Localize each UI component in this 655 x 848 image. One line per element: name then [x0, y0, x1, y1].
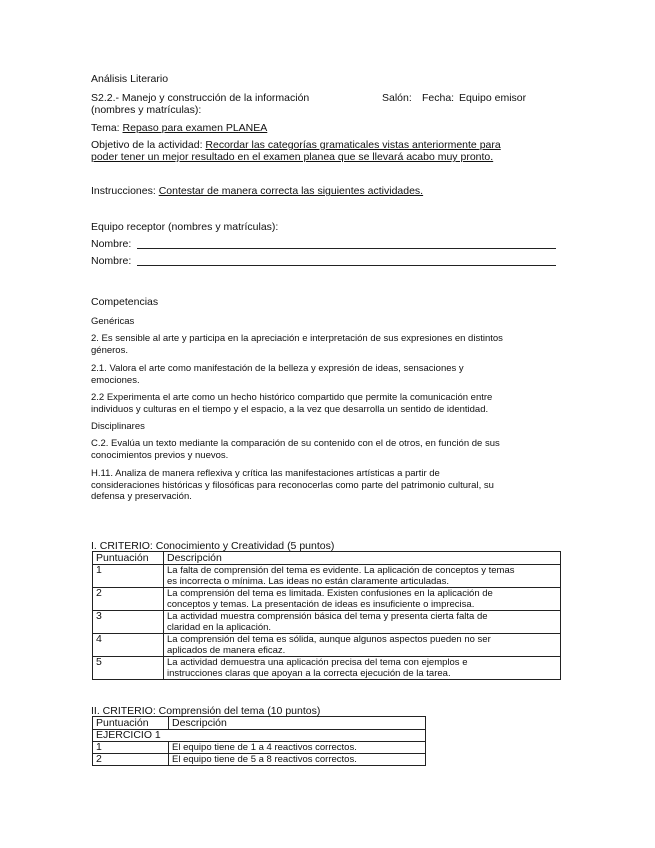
objetivo-row — [91, 139, 561, 163]
tema-label: Tema: — [91, 122, 120, 134]
row-score: 3 — [93, 611, 164, 634]
competencia-2-2 — [91, 392, 561, 415]
table-row — [93, 588, 561, 611]
row-score: 4 — [93, 634, 164, 657]
criterio2-title: II. CRITERIO: Comprensión del tema (10 puntos) — [91, 705, 321, 717]
instrucciones-value: Contestar de manera correcta las siguientes actividades. — [158, 185, 424, 197]
row-description-line2: conceptos y temas. La presentación de ideas es insuficiente o imprecisa. — [167, 599, 475, 610]
instrucciones-row — [91, 185, 423, 197]
competencia-h11 — [91, 468, 561, 503]
s22-sub: (nombres y matrículas): — [91, 104, 202, 116]
row-description — [164, 657, 561, 680]
row-description — [164, 634, 561, 657]
row-description-line1: La falta de comprensión del tema es evidente. La aplicación de conceptos y temas — [167, 565, 515, 576]
nombre2-line[interactable] — [137, 265, 556, 266]
tema-value: Repaso para examen PLANEA — [122, 122, 268, 134]
nombre1-label: Nombre: — [91, 238, 132, 250]
row-description — [164, 565, 561, 588]
row-description-line1: La actividad muestra comprensión básica del tema y presenta cierta falta de — [167, 611, 488, 622]
row-description-line2: aplicados de manera eficaz. — [167, 645, 286, 656]
objetivo-label: Objetivo de la actividad: — [91, 139, 203, 151]
row-score: 5 — [93, 657, 164, 680]
table-row — [93, 742, 426, 754]
competencia-2-2-line1: 2.2 Experimenta el arte como un hecho histórico compartido que permite la comunicación entre — [91, 392, 493, 403]
row-score: 1 — [93, 565, 164, 588]
competencia-c2 — [91, 438, 561, 461]
criterio1-col-puntuacion: Puntuación — [93, 552, 164, 565]
competencia-2 — [91, 333, 561, 356]
table-row — [93, 657, 561, 680]
competencia-2-1 — [91, 363, 561, 386]
criterio2-col-puntuacion: Puntuación — [93, 717, 169, 730]
row-score: 2 — [93, 588, 164, 611]
criterio2-table — [92, 716, 426, 766]
objetivo-line1: Recordar las categorías gramaticales vistas anteriormente para — [205, 139, 501, 151]
disciplinares-heading: Disciplinares — [91, 421, 145, 432]
criterio1-header-row — [93, 552, 561, 565]
criterio2-header-row — [93, 717, 426, 730]
table-row — [93, 634, 561, 657]
tema-row — [91, 122, 267, 134]
row-description-line2: es incorrecta o mínima. Las ideas no están claramente articuladas. — [167, 576, 449, 587]
fecha-label: Fecha: — [422, 92, 455, 104]
document-title: Análisis Literario — [91, 73, 169, 85]
nombre1-line[interactable] — [137, 248, 556, 249]
competencia-2-1-line1: 2.1. Valora el arte como manifestación de la belleza y expresión de ideas, sensaciones y — [91, 363, 464, 374]
competencias-title: Competencias — [91, 296, 159, 308]
objetivo-line2: poder tener un mejor resultado en el examen planea que se llevará acabo muy pronto. — [91, 151, 494, 163]
competencia-c2-line2: conocimientos previos y nuevos. — [91, 449, 229, 461]
row-description-line2: claridad en la aplicación. — [167, 622, 272, 633]
equipo-emisor-label: Equipo emisor — [459, 92, 527, 104]
ejercicio-label: EJERCICIO 1 — [93, 730, 426, 742]
competencia-h11-line3: defensa y preservación. — [91, 491, 192, 502]
competencia-2-line1: 2. Es sensible al arte y participa en la apreciación e interpretación de sus expresiones en distintos — [91, 333, 503, 344]
criterio1-table — [92, 551, 561, 680]
table-row — [93, 754, 426, 766]
row-description-line1: La comprensión del tema es limitada. Existen confusiones en la aplicación de — [167, 588, 493, 599]
ejercicio-row — [93, 730, 426, 742]
table-row — [93, 611, 561, 634]
genericas-heading: Genéricas — [91, 316, 135, 327]
row-description-line1: La actividad demuestra una aplicación precisa del tema con ejemplos e — [167, 657, 468, 668]
criterio1-title: I. CRITERIO: Conocimiento y Creatividad (5 puntos) — [91, 540, 335, 552]
nombre2-label: Nombre: — [91, 255, 132, 267]
competencia-c2-line1: C.2. Evalúa un texto mediante la comparación de su contenido con el de otros, en función de sus — [91, 438, 500, 449]
competencia-2-1-line2: emociones. — [91, 374, 140, 386]
criterio1-col-descripcion: Descripción — [164, 552, 561, 565]
row-description-line1: La comprensión del tema es sólida, aunque algunos aspectos pueden no ser — [167, 634, 491, 645]
row-description — [164, 611, 561, 634]
salon-label: Salón: — [382, 92, 412, 104]
receptor-title: Equipo receptor (nombres y matrículas): — [91, 221, 279, 233]
competencia-2-2-line2: individuos y culturas en el tiempo y el espacio, a la vez que desarrolla un sentido de identidad. — [91, 403, 489, 415]
competencia-h11-line2: consideraciones históricas y filosóficas para reconocerlas como parte del patrimonio cultural, su — [91, 479, 494, 491]
row-description-line2: instrucciones claras que apoyan a la correcta ejecución de la tarea. — [167, 668, 451, 679]
row-score: 2 — [93, 754, 169, 766]
row-description: El equipo tiene de 1 a 4 reactivos correctos. — [169, 742, 426, 754]
competencia-2-line2: géneros. — [91, 344, 128, 356]
competencia-h11-line1: H.11. Analiza de manera reflexiva y crítica las manifestaciones artísticas a partir de — [91, 468, 440, 479]
row-description: El equipo tiene de 5 a 8 reactivos correctos. — [169, 754, 426, 766]
table-row — [93, 565, 561, 588]
row-description — [164, 588, 561, 611]
s22-label: S2.2.- Manejo y construcción de la información — [91, 92, 310, 104]
criterio2-col-descripcion: Descripción — [169, 717, 426, 730]
row-score: 1 — [93, 742, 169, 754]
instrucciones-label: Instrucciones: — [91, 185, 156, 197]
